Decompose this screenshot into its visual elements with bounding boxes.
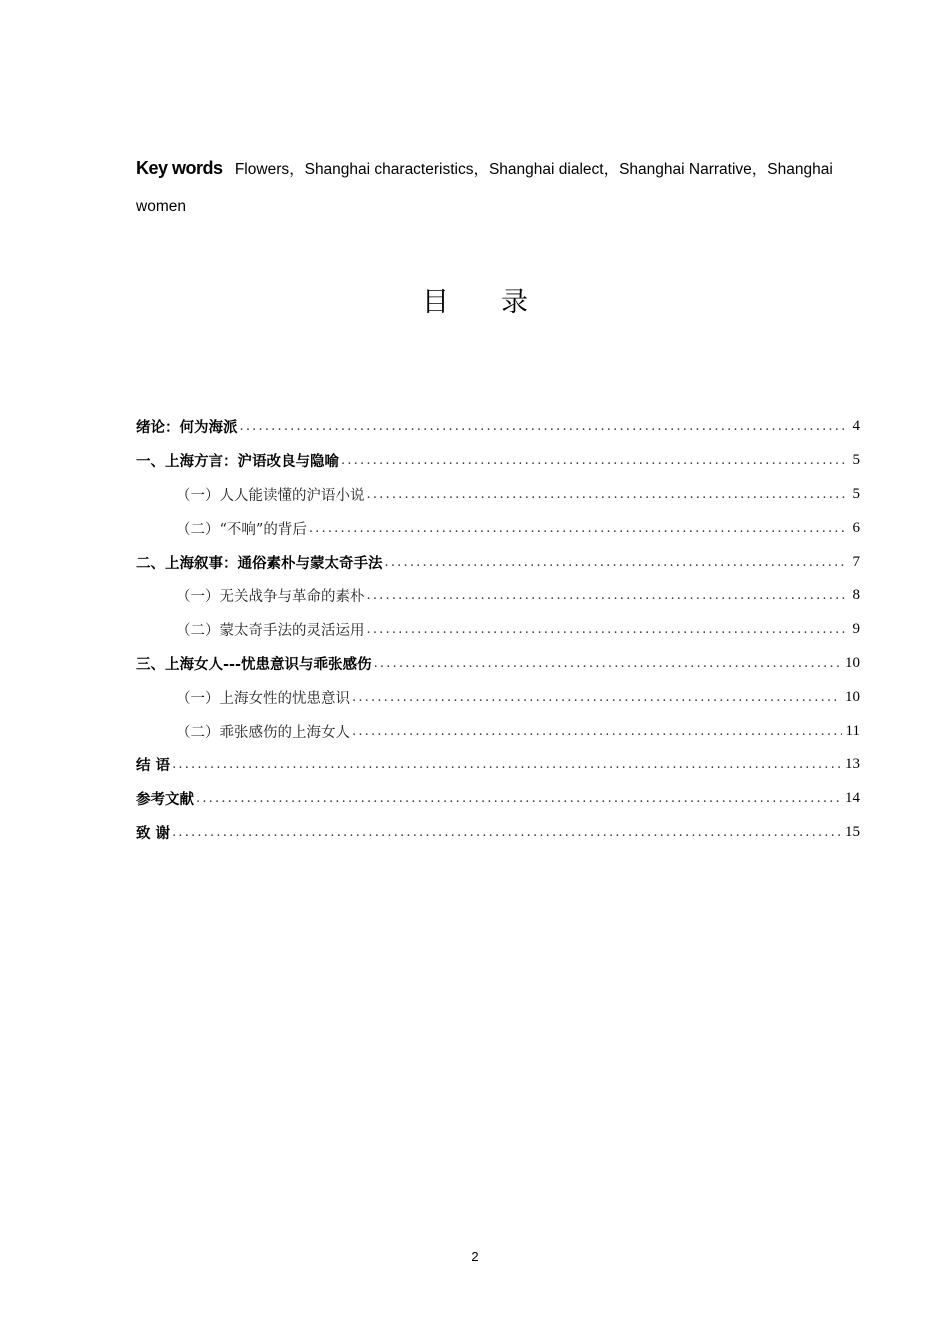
toc-entry-label: 绪论：何为海派 [136,420,238,437]
toc-leader-dots [367,588,847,603]
toc-entry[interactable] [136,511,860,545]
toc-entry[interactable] [136,714,860,748]
toc-entry-label: （一）上海女性的忧患意识 [176,690,350,707]
toc-entry[interactable] [136,410,860,444]
toc-leader-dots [352,724,842,739]
toc-entry[interactable] [136,748,860,782]
toc-entry-page: 6 [852,519,860,536]
toc-entry-label: 二、上海叙事：通俗素朴与蒙太奇手法 [136,555,383,572]
toc-entry-page: 9 [852,621,860,638]
toc-entry-page: 7 [852,553,860,570]
toc-leader-dots [352,690,841,705]
toc-entry-page: 10 [845,654,860,671]
toc-entry[interactable] [136,680,860,714]
toc-entry-label: 三、上海女人---忧患意识与乖张感伤 [136,656,372,673]
toc-entry-page: 5 [852,452,860,469]
toc-leader-dots [172,757,841,772]
toc-title: 目录 [422,287,580,318]
toc-entry-label: 一、上海方言：沪语改良与隐喻 [136,454,339,471]
toc-entry-label: （二）“不响”的背后 [176,521,307,538]
toc-entry-page: 10 [845,688,860,705]
toc-entry[interactable] [136,647,860,681]
toc-leader-dots [367,487,847,502]
toc-entry-page: 15 [845,823,860,840]
toc-leader-dots [341,453,846,468]
toc-entry-label: （二）乖张感伤的上海女人 [176,724,350,741]
toc-leader-dots [367,622,847,637]
toc-entry-page: 5 [852,485,860,502]
toc-entry-label: （一）人人能读懂的沪语小说 [176,487,365,504]
toc-leader-dots [309,521,846,536]
toc-entry-page: 13 [845,756,860,773]
toc-entry-label: 致 谢 [136,825,171,842]
toc-leader-dots [385,555,847,570]
toc-leader-dots [172,825,841,840]
toc-leader-dots [196,791,841,806]
toc-entry-page: 11 [845,722,860,739]
toc-entry-label: 参考文献 [136,792,194,809]
toc-entry[interactable] [136,613,860,647]
toc-leader-dots [240,419,847,434]
toc-entry[interactable] [136,478,860,512]
toc-entry[interactable] [136,579,860,613]
toc-entry-page: 8 [852,587,860,604]
toc-entry-label: 结 语 [136,758,171,775]
toc-entry-label: （一）无关战争与革命的素朴 [176,589,365,606]
table-of-contents [136,410,860,849]
toc-entry-page: 4 [852,418,860,435]
toc-entry[interactable] [136,545,860,579]
toc-entry-label: （二）蒙太奇手法的灵活运用 [176,623,365,640]
toc-entry-page: 14 [845,790,860,807]
toc-entry[interactable] [136,782,860,816]
toc-entry[interactable] [136,444,860,478]
keywords-paragraph [136,150,866,225]
keywords-label: Key words [136,158,223,178]
toc-leader-dots [374,656,841,671]
toc-entry[interactable] [136,816,860,850]
page-number: 2 [471,1249,479,1264]
keywords-text: Flowers，Shanghai characteristics，Shanghai dialect，Shanghai Narrative，Shanghai women [136,161,833,215]
